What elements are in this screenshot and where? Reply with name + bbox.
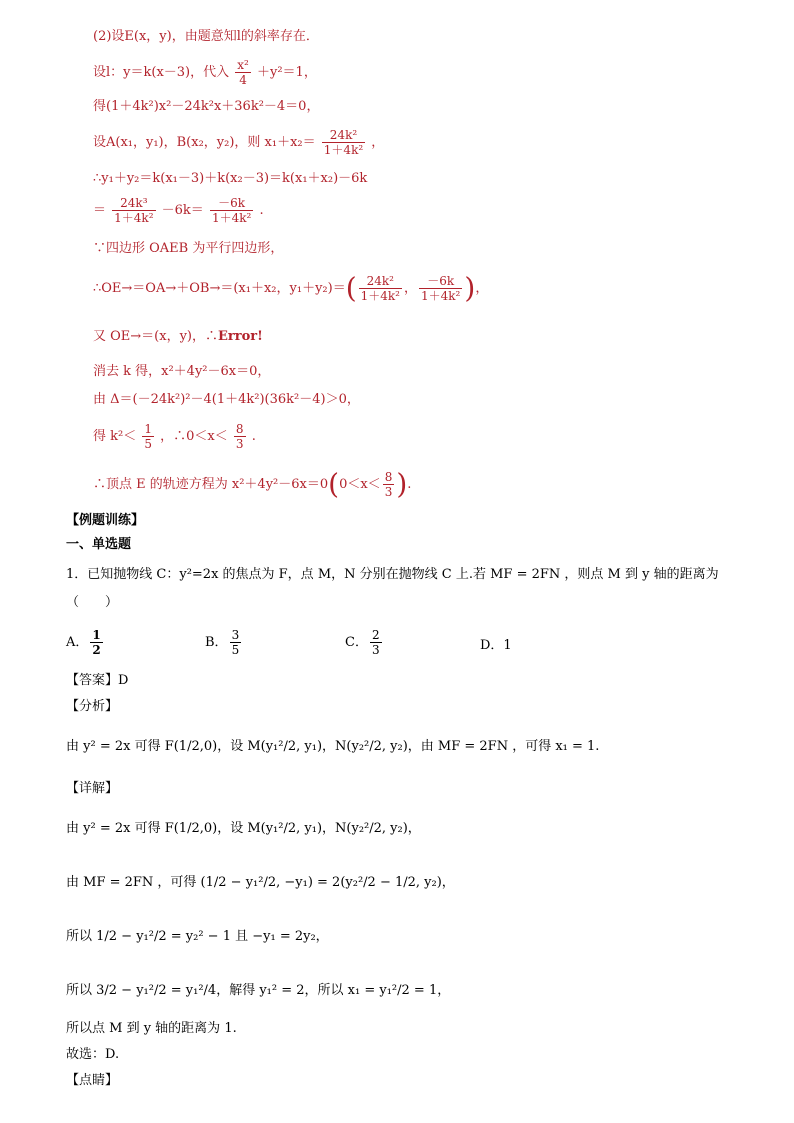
- training-header: 【例题训练】: [66, 513, 145, 528]
- section-title: 一、单选题: [66, 537, 132, 552]
- detail-line-2: 由 MF = 2FN ，可得 (1/2 − y₁²/2, −y₁) = 2(y₂²/2 − 1/2, y₂)，: [66, 875, 455, 890]
- solution-line-6: ＝ $\frac{\text{24k³}}{\text{1＋4k²}}$ －6k＝ $\frac{-6k}{\text{1＋4k²}}$ .: [93, 196, 264, 225]
- pointer-label: 【点睛】: [66, 1073, 119, 1088]
- answer-label: 【答案】D: [66, 673, 129, 688]
- option-b: B． $\frac{3}{5}$: [205, 628, 240, 657]
- solution-line-13: ∴顶点 E 的轨迹方程为 x²＋4y²－6x＝0(0＜x＜ $\frac{8}{3}$ ).: [93, 467, 412, 501]
- solution-line-3: 得(1＋4k²)x²－24k²x＋36k²－4＝0，: [93, 99, 320, 114]
- question-stem: 1．已知抛物线 C：y²=2x 的焦点为 F，点 M，N 分别在抛物线 C 上.若 MF = 2FN ，则点 M 到 y 轴的距离为: [66, 567, 719, 582]
- detail-line-6: 故选：D.: [66, 1047, 120, 1062]
- solution-line-1: (2)设E(x，y)，由题意知l的斜率存在．: [93, 29, 319, 44]
- solution-line-9: 又 OE→＝(x，y)，∴Error!: [93, 329, 263, 344]
- option-a: A． $\frac{1}{2}$: [66, 628, 101, 657]
- option-d: D．1: [480, 638, 512, 653]
- question-blank: （ ）: [66, 595, 119, 610]
- solution-line-12: 得 k²＜ $\frac{1}{5}$ ，∴0＜x＜ $\frac{8}{3}$ .: [93, 422, 256, 451]
- solution-line-10: 消去 k 得，x²＋4y²－6x＝0，: [93, 364, 271, 379]
- detail-line-4: 所以 3/2 − y₁²/2 = y₁²/4，解得 y₁² = 2，所以 x₁ = y₁²/2 = 1，: [66, 983, 451, 998]
- solution-line-4: 设A(x₁，y₁)，B(x₂，y₂)，则 x₁＋x₂＝ $\frac{\text{24k²}}{\text{1＋4k²}}$ ，: [93, 128, 385, 157]
- detail-label: 【详解】: [66, 781, 119, 796]
- detail-line-1: 由 y² = 2x 可得 F(1/2,0)，设 M(y₁²/2, y₁)，N(y₂²/2, y₂)，: [66, 821, 421, 836]
- detail-line-5: 所以点 M 到 y 轴的距离为 1.: [66, 1021, 237, 1036]
- analysis-line: 由 y² = 2x 可得 F(1/2,0)，设 M(y₁²/2, y₁)，N(y₂²/2, y₂)，由 MF = 2FN ，可得 x₁ = 1.: [66, 739, 600, 754]
- solution-line-8: ∴OE→＝OA→＋OB→＝(x₁＋x₂，y₁＋y₂)＝( $\frac{\text{24k²}}{\text{1＋4k²}}$ ， $\frac{-6k}{\text{1＋4k²}}$ )，: [93, 271, 489, 305]
- solution-line-7: ∵四边形 OAEB 为平行四边形，: [93, 241, 284, 256]
- option-c: C． $\frac{2}{3}$: [345, 628, 380, 657]
- solution-line-11: 由 Δ＝(－24k²)²－4(1＋4k²)(36k²－4)＞0，: [93, 392, 360, 407]
- analysis-label: 【分析】: [66, 699, 119, 714]
- detail-line-3: 所以 1/2 − y₁²/2 = y₂² − 1 且 −y₁ = 2y₂，: [66, 929, 329, 944]
- solution-line-5: ∴y₁＋y₂＝k(x₁－3)＋k(x₂－3)＝k(x₁＋x₂)－6k: [93, 171, 368, 186]
- solution-line-2: 设l：y＝k(x－3)，代入 $\frac{\text{x²}}{4}$ ＋y²＝1，: [93, 58, 317, 87]
